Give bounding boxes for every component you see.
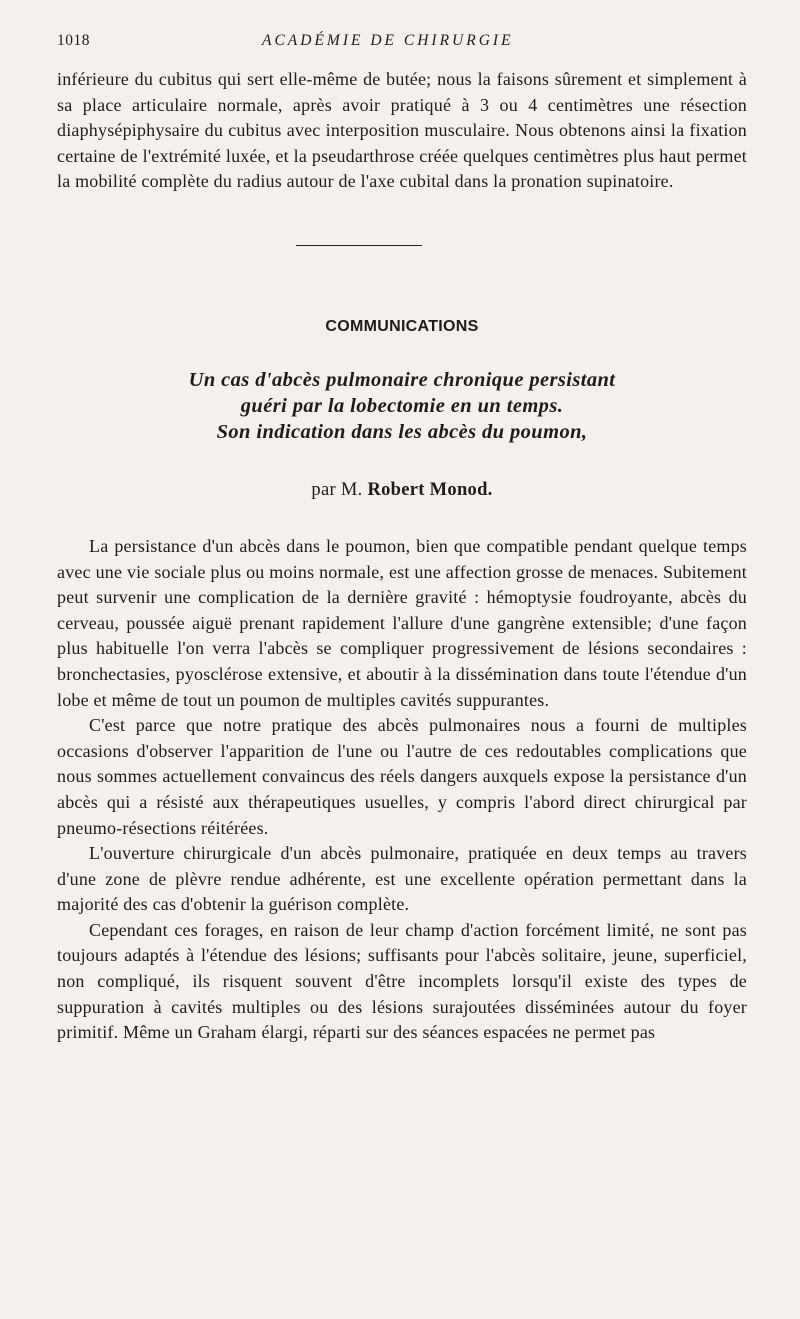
continued-paragraph: inférieure du cubitus qui sert elle-même de butée; nous la faisons sûrement et simplement à sa place articulaire normale, après avoir pratiqué à 3 ou 4 centimètres une résection diaphysépiphysaire du cubitus avec interposition musculaire. Nous obtenons ainsi la fixation certaine de l'extrémité luxée, et la pseudarthrose créée quelques centimètres plus haut permet la mobilité complète du radius autour de l'axe cubital dans la pronation supinatoire. (57, 69, 747, 192)
running-head (57, 28, 747, 58)
document-page (57, 28, 747, 1046)
section-heading: COMMUNICATIONS (325, 317, 479, 335)
article-title-line: Un cas d'abcès pulmonaire chronique persistant (188, 368, 616, 391)
section-divider-rule (296, 245, 422, 246)
article-title-line: Son indication dans les abcès du poumon, (216, 420, 588, 443)
article-title (57, 367, 747, 445)
author-name: Robert Monod. (367, 479, 493, 500)
running-title: ACADÉMIE DE CHIRURGIE (262, 32, 514, 49)
byline (57, 480, 747, 501)
body-paragraph: C'est parce que notre pratique des abcès pulmonaires nous a fourni de multiples occasions d'observer l'apparition de l'une ou l'autre de ces redoutables complications que nous sommes actuellement convaincus des réels dangers auxquels expose la persistance d'un abcès qui a résisté aux thérapeutiques usuelles, y compris l'abord direct chirurgical par pneumo-résections réitérées. (57, 715, 747, 838)
article-title-line: guéri par la lobectomie en un temps. (240, 394, 564, 417)
byline-prefix: par M. (311, 479, 368, 500)
body-paragraph: L'ouverture chirurgicale d'un abcès pulmonaire, pratiquée en deux temps au travers d'une zone de plèvre rendue adhérente, est une excellente opération permettant dans la majorité des cas d'obtenir la guérison complète. (57, 843, 747, 915)
body-paragraph: Cependant ces forages, en raison de leur champ d'action forcément limité, ne sont pas toujours adaptés à l'étendue des lésions; suffisants pour l'abcès solitaire, jeune, superficiel, non compliqué, ils risquent souvent d'être incomplets lorsqu'il existe des types de suppuration à cavités multiples ou des lésions surajoutées disséminées autour du foyer primitif. Même un Graham élargi, réparti sur des séances espacées ne permet pas (57, 919, 747, 1043)
body-paragraph: La persistance d'un abcès dans le poumon, bien que compatible pendant quelque temps avec une vie sociale plus ou moins normale, est une affection grosse de menaces. Subitement peut survenir une complication de la dernière gravité : hémoptysie foudroyante, abcès du cerveau, poussée aiguë prenant rapidement l'allure d'une gangrène extensible; d'une façon plus habituelle l'on verra l'abcès se compliquer progressivement de lésions secondaires : bronchectasies, pyosclérose extensive, et aboutir à la dissémination dans toute l'étendue d'un lobe et même de tout un poumon de multiples cavités suppurantes. (57, 535, 747, 710)
article-body (57, 534, 747, 1046)
page-number: 1018 (57, 32, 90, 49)
